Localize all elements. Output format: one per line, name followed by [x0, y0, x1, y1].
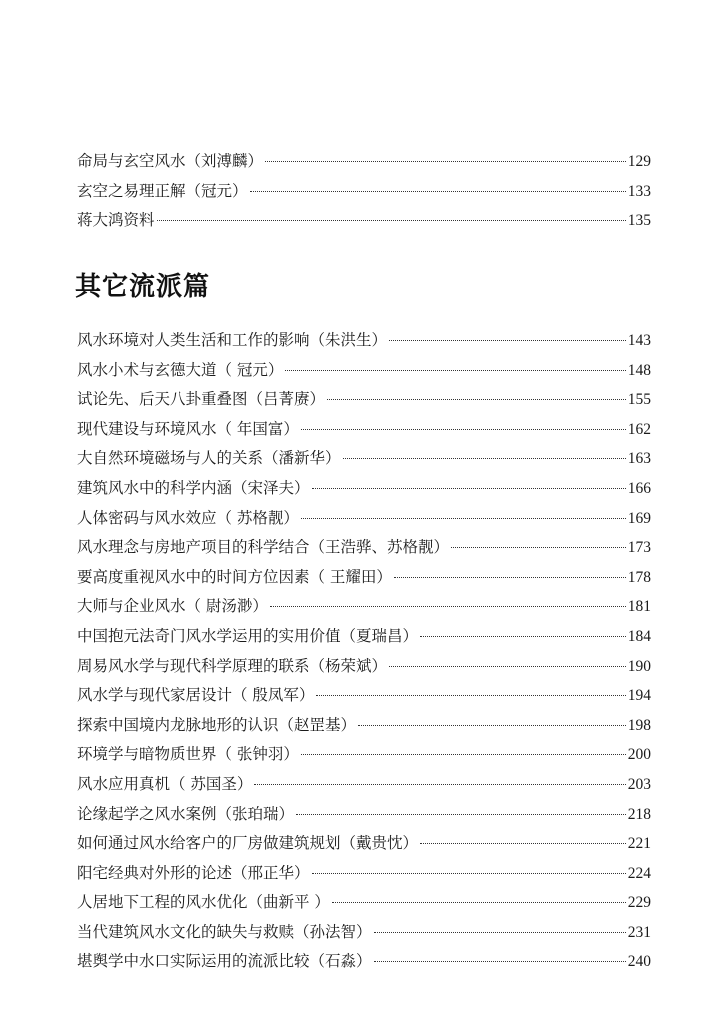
toc-entry-page-number: 173 [627, 539, 651, 557]
toc-entry-title: 命局与玄空风水（刘溥麟） [77, 152, 264, 170]
toc-entry-page-number: 198 [627, 716, 651, 734]
toc-entry-page-number: 129 [627, 153, 651, 170]
dot-leader [254, 784, 625, 785]
toc-entry [77, 681, 651, 711]
toc-entry-title: 当代建筑风水文化的缺失与救赎（孙法智） [77, 922, 372, 941]
toc-entry-title: 玄空之易理正解（冠元） [77, 181, 248, 200]
toc-entry-page-number: 143 [627, 332, 651, 349]
toc-entry [77, 533, 651, 563]
toc-entry-title: 要高度重视风水中的时间方位因素（ 王耀田） [77, 567, 392, 586]
toc-entry [77, 385, 651, 415]
dot-leader [296, 814, 626, 815]
toc-entry-title: 环境学与暗物质世界（ 张钟羽） [77, 745, 299, 764]
toc-entry-page-number: 135 [627, 212, 651, 230]
toc-entry-page-number: 240 [627, 953, 651, 971]
toc-entry [77, 859, 651, 889]
toc-entry-title: 建筑风水中的科学内涵（宋泽夫） [77, 478, 310, 497]
toc-entry-title: 风水学与现代家居设计（ 殷凤军） [77, 686, 315, 705]
dot-leader [358, 725, 626, 726]
toc-entry-title: 中国抱元法奇门风水学运用的实用价值（夏瑞昌） [77, 626, 419, 645]
toc-entry-page-number: 200 [627, 746, 651, 764]
toc-entry-title: 人体密码与风水效应（ 苏格靓） [77, 508, 299, 527]
toc-entry [77, 800, 651, 830]
toc-entry-page-number: 184 [627, 627, 651, 645]
dot-leader [301, 429, 626, 430]
toc-entry [77, 829, 651, 859]
toc-entry-page-number: 178 [627, 568, 651, 586]
toc-section-list [77, 326, 651, 977]
toc-entry-page-number: 224 [627, 864, 651, 882]
dot-leader [374, 961, 626, 962]
toc-entry-title: 堪舆学中水口实际运用的流派比较（石淼） [77, 952, 372, 971]
toc-entry-title: 大自然环境磁场与人的关系（潘新华） [77, 449, 341, 468]
toc-entry-title: 风水应用真机（ 苏国圣） [77, 774, 253, 793]
toc-entry [77, 622, 651, 652]
dot-leader [389, 340, 626, 341]
dot-leader [250, 191, 626, 192]
toc-entry-page-number: 181 [627, 598, 651, 616]
toc-entry-title: 现代建设与环境风水（ 年国富） [77, 419, 299, 438]
dot-leader [374, 932, 626, 933]
dot-leader [343, 458, 626, 459]
toc-entry [77, 444, 651, 474]
toc-entry [77, 592, 651, 622]
toc-entry [77, 563, 651, 593]
toc-entry-title: 风水小术与玄德大道（ 冠元） [77, 360, 284, 379]
toc-entry-title: 如何通过风水给客户的厂房做建筑规划（戴贵忱） [77, 834, 419, 853]
dot-leader [327, 399, 626, 400]
toc-entry-page-number: 190 [627, 657, 651, 675]
toc-entry [77, 147, 651, 177]
toc-entry-title: 周易风水学与现代科学原理的联系（杨荣斌） [77, 656, 388, 675]
toc-entry-page-number: 162 [627, 420, 651, 438]
toc-entry-page-number: 133 [627, 182, 651, 200]
toc-entry [77, 652, 651, 682]
dot-leader [420, 843, 626, 844]
toc-entry [77, 770, 651, 800]
toc-entry [77, 177, 651, 207]
toc-entry [77, 326, 651, 356]
toc-entry [77, 918, 651, 948]
toc-entry-title: 风水环境对人类生活和工作的影响（朱洪生） [77, 331, 388, 349]
toc-entry [77, 474, 651, 504]
dot-leader [420, 636, 626, 637]
dot-leader [451, 547, 626, 548]
toc-top-list [77, 147, 651, 236]
toc-entry-title: 人居地下工程的风水优化（曲新平 ） [77, 893, 330, 912]
toc-entry [77, 888, 651, 918]
toc-entry-title: 阳宅经典对外形的论述（邢正华） [77, 863, 310, 882]
dot-leader [157, 220, 626, 221]
toc-entry-title: 大师与企业风水（ 尉汤渺） [77, 597, 268, 616]
section-heading: 其它流派篇 [75, 272, 211, 302]
dot-leader [270, 606, 626, 607]
dot-leader [312, 488, 626, 489]
dot-leader [316, 695, 625, 696]
toc-entry [77, 711, 651, 741]
toc-entry-page-number: 166 [627, 479, 651, 497]
toc-entry [77, 356, 651, 386]
toc-entry [77, 504, 651, 534]
toc-entry-page-number: 169 [627, 509, 651, 527]
dot-leader [301, 518, 626, 519]
toc-entry-title: 蒋大鸿资料 [77, 211, 155, 230]
toc-entry-page-number: 194 [627, 687, 651, 705]
toc-entry-page-number: 163 [627, 450, 651, 468]
dot-leader [265, 161, 626, 162]
dot-leader [285, 370, 625, 371]
toc-entry-title: 探索中国境内龙脉地形的认识（赵罡基） [77, 715, 357, 734]
toc-entry [77, 206, 651, 236]
toc-entry-page-number: 231 [627, 923, 651, 941]
toc-entry-page-number: 203 [627, 775, 651, 793]
dot-leader [389, 666, 626, 667]
toc-entry-page-number: 221 [627, 835, 651, 853]
toc-entry [77, 740, 651, 770]
toc-entry [77, 947, 651, 977]
toc-entry-page-number: 218 [627, 805, 651, 823]
dot-leader [332, 902, 626, 903]
toc-entry-page-number: 229 [627, 894, 651, 912]
toc-entry-title: 论缘起学之风水案例（张珀瑞） [77, 804, 295, 823]
toc-entry [77, 415, 651, 445]
toc-entry-title: 风水理念与房地产项目的科学结合（王浩骅、苏格靓） [77, 538, 450, 557]
dot-leader [394, 577, 626, 578]
dot-leader [301, 754, 626, 755]
toc-entry-page-number: 148 [627, 361, 651, 379]
dot-leader [312, 873, 626, 874]
toc-entry-page-number: 155 [627, 391, 651, 409]
toc-entry-title: 试论先、后天八卦重叠图（吕菁赓） [77, 390, 326, 409]
